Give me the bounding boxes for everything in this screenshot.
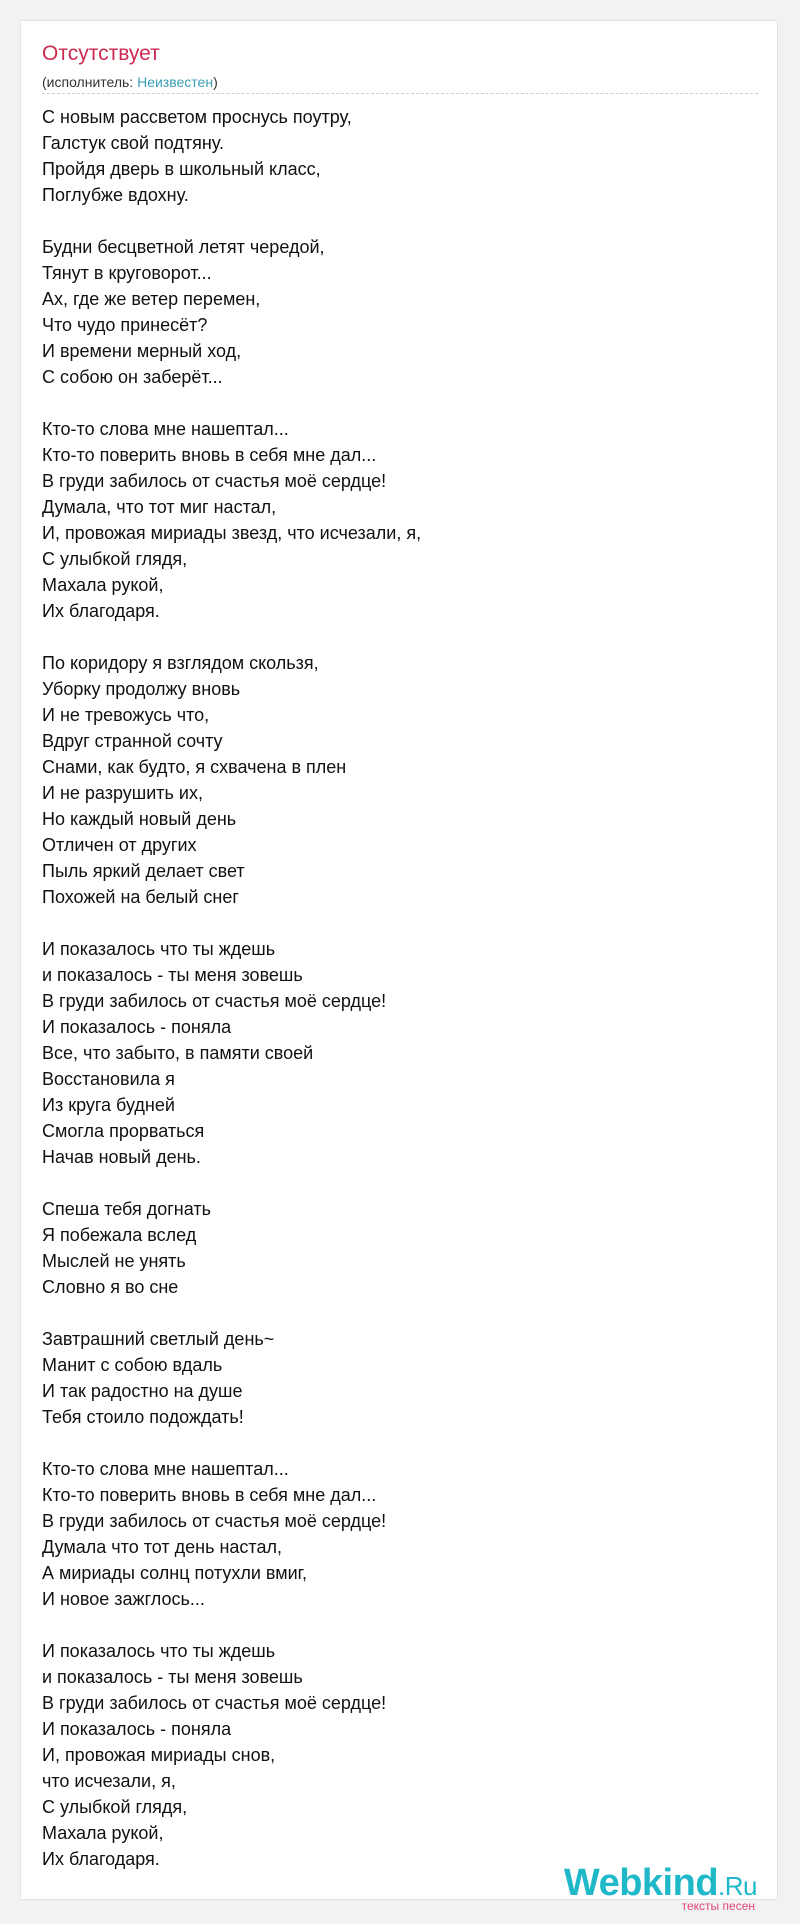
lyric-line: Из круга будней	[42, 1095, 175, 1115]
lyric-line: И времени мерный ход,	[42, 341, 242, 361]
logo-tagline: тексты песен	[681, 1899, 755, 1913]
stanza-break	[42, 1430, 758, 1456]
lyric-line: Кто-то поверить вновь в себя мне дал...	[42, 445, 377, 465]
lyric-line: Манит с собою вдаль	[42, 1355, 223, 1375]
lyric-line: И, провожая мириады снов,	[42, 1745, 276, 1765]
lyric-line: И показалось что ты ждешь	[42, 939, 276, 959]
lyric-line: Махала рукой,	[42, 1823, 164, 1843]
stanza-break	[42, 624, 758, 650]
lyric-line: И так радостно на душе	[42, 1381, 243, 1401]
lyric-line: Похожей на белый снег	[42, 887, 239, 907]
lyric-line: Галстук свой подтяну.	[42, 133, 224, 153]
logo-tld: .Ru	[718, 1871, 757, 1901]
lyric-line: С улыбкой глядя,	[42, 549, 188, 569]
header-divider	[42, 93, 758, 94]
lyric-line: Их благодаря.	[42, 601, 160, 621]
artist-line	[42, 73, 218, 91]
stanza-break	[42, 390, 758, 416]
lyric-line: Мыслей не унять	[42, 1251, 186, 1271]
lyric-line: Тянут в круговорот...	[42, 263, 212, 283]
stanza-break	[42, 1300, 758, 1326]
lyric-line: И показалось - поняла	[42, 1017, 232, 1037]
lyric-line: Смогла прорваться	[42, 1121, 205, 1141]
lyric-line: Их благодаря.	[42, 1849, 160, 1869]
song-title: Отсутствует	[42, 42, 160, 65]
lyric-line: Восстановила я	[42, 1069, 175, 1089]
lyric-line: С новым рассветом проснусь поутру,	[42, 107, 352, 127]
lyric-line: Поглубже вдохну.	[42, 185, 189, 205]
lyric-line: В груди забилось от счастья моё сердце!	[42, 1693, 387, 1713]
stanza-break	[42, 208, 758, 234]
lyric-line: Словно я во сне	[42, 1277, 179, 1297]
lyric-line: Пройдя дверь в школьный класс,	[42, 159, 321, 179]
lyric-line: Отличен от других	[42, 835, 197, 855]
lyric-line: Вдруг странной сочту	[42, 731, 223, 751]
artist-link[interactable]: Неизвестен	[137, 74, 214, 90]
lyric-line: И показалось что ты ждешь	[42, 1641, 276, 1661]
lyric-line: В груди забилось от счастья моё сердце!	[42, 991, 387, 1011]
artist-prefix: (исполнитель:	[42, 74, 138, 90]
lyric-line: Спеша тебя догнать	[42, 1199, 211, 1219]
lyric-line: что исчезали, я,	[42, 1771, 176, 1791]
lyric-line: Снами, как будто, я схвачена в плен	[42, 757, 347, 777]
lyric-line: Будни бесцветной летят чередой,	[42, 237, 325, 257]
lyrics-text	[42, 104, 758, 1872]
lyric-line: Тебя стоило подождать!	[42, 1407, 244, 1427]
lyric-line: Что чудо принесёт?	[42, 315, 208, 335]
lyric-line: Уборку продолжу вновь	[42, 679, 241, 699]
lyric-line: И не разрушить их,	[42, 783, 203, 803]
lyric-line: И новое зажглось...	[42, 1589, 205, 1609]
lyric-line: И показалось - поняла	[42, 1719, 232, 1739]
lyric-line: Завтрашний светлый день~	[42, 1329, 275, 1349]
lyric-line: И, провожая мириады звезд, что исчезали, я,	[42, 523, 422, 543]
lyric-line: Махала рукой,	[42, 575, 164, 595]
lyric-line: Пыль яркий делает свет	[42, 861, 245, 881]
lyrics-card	[20, 20, 778, 1913]
lyric-line: Кто-то поверить вновь в себя мне дал...	[42, 1485, 377, 1505]
lyric-line: и показалось - ты меня зовешь	[42, 965, 303, 985]
lyric-line: Я побежала вслед	[42, 1225, 197, 1245]
lyric-line: Но каждый новый день	[42, 809, 237, 829]
lyric-line: А мириады солнц потухли вмиг,	[42, 1563, 308, 1583]
lyric-line: Кто-то слова мне нашептал...	[42, 1459, 289, 1479]
lyric-line: Ах, где же ветер перемен,	[42, 289, 261, 309]
lyric-line: Думала что тот день настал,	[42, 1537, 282, 1557]
lyric-line: и показалось - ты меня зовешь	[42, 1667, 303, 1687]
lyric-line: С собою он заберёт...	[42, 367, 223, 387]
lyric-line: Думала, что тот миг настал,	[42, 497, 277, 517]
lyric-line: В груди забилось от счастья моё сердце!	[42, 471, 387, 491]
lyric-line: С улыбкой глядя,	[42, 1797, 188, 1817]
artist-suffix: )	[213, 74, 218, 90]
stanza-break	[42, 1170, 758, 1196]
logo-word: Webkind	[563, 1862, 719, 1904]
lyric-line: Кто-то слова мне нашептал...	[42, 419, 289, 439]
lyric-line: В груди забилось от счастья моё сердце!	[42, 1511, 387, 1531]
stanza-break	[42, 910, 758, 936]
lyric-line: Начав новый день.	[42, 1147, 201, 1167]
lyric-line: И не тревожусь что,	[42, 705, 210, 725]
lyric-line: По коридору я взглядом скользя,	[42, 653, 319, 673]
lyric-line: Все, что забыто, в памяти своей	[42, 1043, 314, 1063]
site-logo[interactable]	[557, 1861, 757, 1911]
stanza-break	[42, 1612, 758, 1638]
